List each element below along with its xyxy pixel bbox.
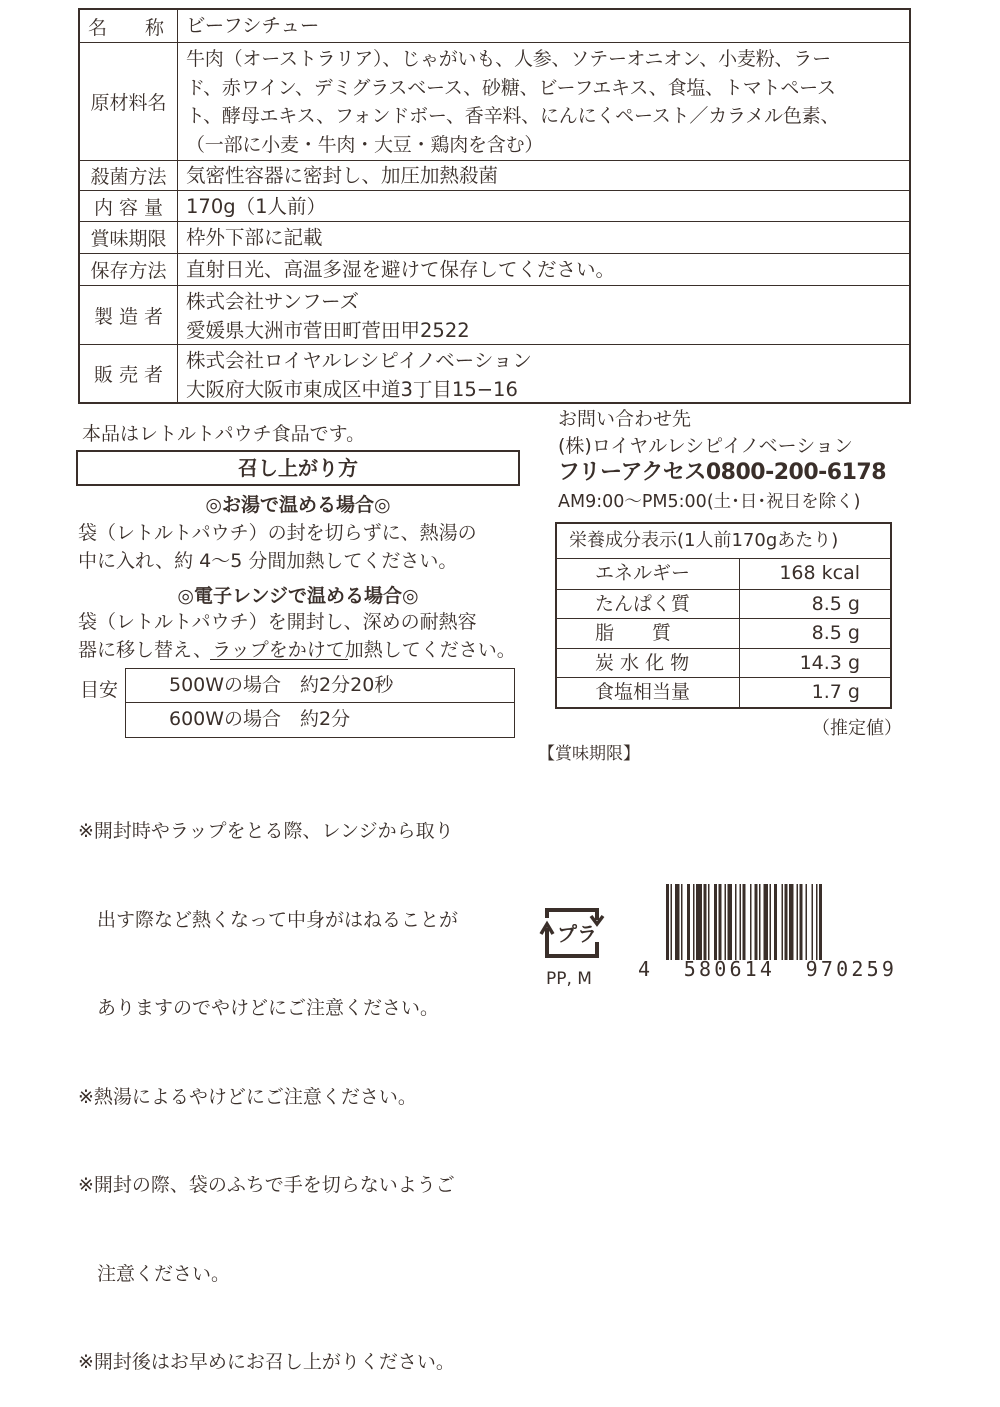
spec-value: 株式会社ロイヤルレシピイノベーション 大阪府大阪市東成区中道3丁目15−16	[186, 349, 532, 401]
spec-row-name	[80, 10, 909, 42]
nutrition-row: たんぱく質 8.5 g	[557, 589, 890, 619]
spec-label: 原材料名	[80, 43, 178, 160]
expiry-label: 【賞味期限】	[538, 744, 640, 764]
guide-label: 目安	[80, 679, 119, 701]
spec-row-sterilization	[80, 160, 909, 190]
guide-row-600w: 600Wの場合 約2分	[125, 703, 515, 738]
contact-phone: フリーアクセス0800-200-6178	[558, 460, 887, 485]
spec-value: 気密性容器に密封し、加圧加熱殺菌	[186, 164, 499, 187]
prep-title: 召し上がり方	[76, 450, 520, 486]
nutrition-row: 食塩相当量 1.7 g	[557, 677, 890, 707]
spec-value: 株式会社サンフーズ 愛媛県大洲市菅田町菅田甲2522	[186, 290, 470, 342]
guide-row-500w: 500Wの場合 約2分20秒	[125, 668, 515, 703]
spec-label: 保存方法	[80, 254, 178, 285]
nutrition-row: エネルギー 168 kcal	[557, 559, 890, 589]
spec-label: 内 容 量	[80, 191, 178, 221]
spec-value: 直射日光、高温多湿を避けて保存してください。	[186, 258, 616, 281]
spec-table	[78, 8, 911, 404]
spec-row-seller	[80, 344, 909, 402]
spec-label: 名 称	[80, 10, 178, 42]
recycle-pla-icon: プラ	[539, 902, 617, 964]
heating-guide	[125, 668, 515, 738]
nutrition-row: 炭 水 化 物 14.3 g	[557, 648, 890, 678]
hot-water-instructions: 袋（レトルトパウチ）の封を切らずに、熱湯の 中に入れ、約 4～5 分間加熱してください。	[78, 522, 477, 572]
spec-value: 170g（1人前）	[186, 195, 327, 218]
contact-hours: AM9:00～PM5:00(土･日･祝日を除く)	[558, 492, 861, 512]
barcode-icon	[662, 884, 906, 960]
spec-value: 枠外下部に記載	[186, 226, 323, 249]
microwave-heading: ◎電子レンジで温める場合◎	[177, 585, 419, 607]
spec-row-ingredients	[80, 42, 909, 160]
spec-label: 賞味期限	[80, 222, 178, 253]
wrap-underline	[210, 659, 348, 660]
spec-label: 販 売 者	[80, 345, 178, 402]
contact-title: お問い合わせ先	[558, 408, 692, 430]
spec-value: 牛肉（オーストラリア）、じゃがいも、人参、ソテーオニオン、小麦粉、ラー ド、赤ワイン、デミグラスベース、砂糖、ビーフエキス、食塩、トマトペース ト、酵母エキス、フォンドボー、香辛料、にんにくペースト／カラメル色素、 （一部に小麦・牛肉・大豆・鶏肉を含む）	[186, 48, 840, 156]
nutrition-header: 栄養成分表示(1人前170gあたり)	[557, 524, 890, 559]
retort-note: 本品はレトルトパウチ食品です。	[82, 423, 366, 445]
nutrition-table	[555, 522, 892, 709]
recycle-material: PP, M	[546, 969, 592, 989]
microwave-instructions: 袋（レトルトパウチ）を開封し、深めの耐熱容 器に移し替え、ラップをかけて加熱してください。	[78, 611, 516, 661]
nutrition-row: 脂 質 8.5 g	[557, 618, 890, 648]
spec-row-manufacturer	[80, 285, 909, 344]
spec-label: 製 造 者	[80, 286, 178, 344]
nutrition-note: （推定値）	[812, 718, 902, 739]
contact-company: (株)ロイヤルレシピイノベーション	[558, 435, 853, 457]
spec-value: ビーフシチュー	[186, 14, 320, 37]
spec-label: 殺菌方法	[80, 161, 178, 190]
barcode-number: 4 580614 970259	[638, 957, 898, 981]
spec-row-content	[80, 190, 909, 221]
hot-water-heading: ◎お湯で温める場合◎	[205, 494, 391, 516]
caution-notes: ※開封時やラップをとる際、レンジから取り 出す際など熱くなって中身がはねることが ありますのでやけどにご注意ください。 ※熱湯によるやけどにご注意ください。 ※開封の際、袋のふちで手を切らないようご 注意ください。 ※開封後はお早めにお召し上がりください。	[78, 820, 459, 1373]
spec-row-storage	[80, 253, 909, 285]
spec-row-expiry	[80, 221, 909, 253]
